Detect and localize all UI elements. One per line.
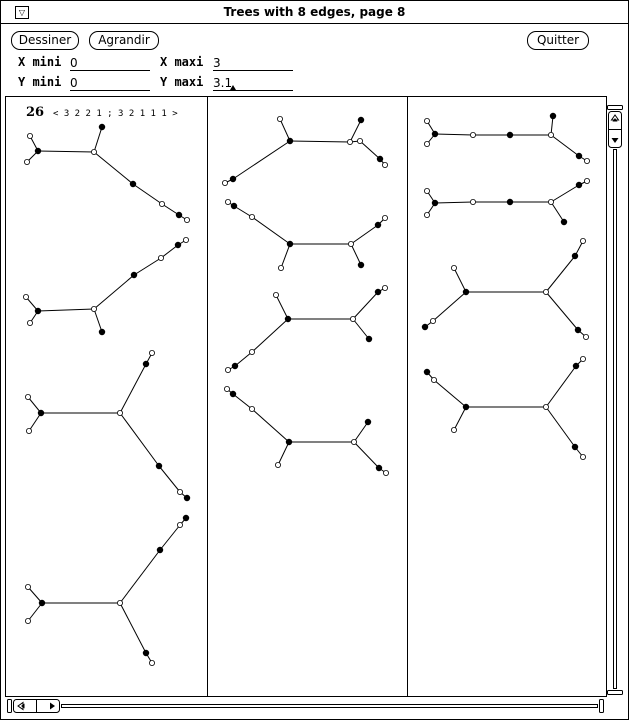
hollow-vertex xyxy=(580,356,585,361)
filled-vertex xyxy=(39,600,45,606)
hollow-vertex xyxy=(25,394,30,399)
xmax-label: X maxi xyxy=(160,55,204,69)
filled-vertex xyxy=(99,124,105,130)
filled-vertex xyxy=(424,369,430,375)
hollow-vertex xyxy=(424,212,429,217)
filled-vertex xyxy=(572,253,578,259)
filled-vertex xyxy=(183,515,189,521)
hollow-vertex xyxy=(548,132,553,137)
hollow-vertex xyxy=(350,316,355,321)
filled-vertex xyxy=(131,272,137,278)
filled-vertex xyxy=(232,363,238,369)
hollow-vertex xyxy=(117,410,122,415)
horizontal-scrollbar[interactable] xyxy=(7,698,605,714)
filled-vertex xyxy=(130,181,136,187)
filled-vertex xyxy=(573,363,579,369)
hollow-vertex xyxy=(543,289,548,294)
hollow-vertex xyxy=(424,188,429,193)
filled-vertex xyxy=(184,495,190,501)
hollow-vertex xyxy=(225,367,230,372)
filled-vertex xyxy=(463,404,469,410)
hollow-vertex xyxy=(351,439,356,444)
hollow-vertex xyxy=(382,162,387,167)
filled-vertex xyxy=(35,308,41,314)
hollow-vertex xyxy=(149,350,154,355)
filled-vertex xyxy=(375,222,381,228)
hollow-vertex xyxy=(470,132,475,137)
filled-vertex xyxy=(377,156,383,162)
filled-vertex xyxy=(38,410,44,416)
hollow-vertex xyxy=(23,294,28,299)
filled-vertex xyxy=(432,200,438,206)
vertical-scrollbar[interactable] xyxy=(607,105,623,695)
hollow-vertex xyxy=(580,238,585,243)
filled-vertex xyxy=(575,327,581,333)
filled-vertex xyxy=(422,324,428,330)
draw-button[interactable]: Dessiner xyxy=(11,31,79,50)
hollow-vertex xyxy=(580,454,585,459)
xmin-field[interactable]: 0 xyxy=(70,56,150,71)
filled-vertex xyxy=(230,176,236,182)
hollow-vertex xyxy=(277,116,282,121)
hollow-vertex xyxy=(451,427,456,432)
ymax-label: Y maxi xyxy=(160,75,204,89)
zoom-button[interactable]: Agrandir xyxy=(89,31,159,50)
hollow-vertex xyxy=(470,199,475,204)
hollow-vertex xyxy=(424,118,429,123)
hollow-vertex xyxy=(249,214,254,219)
filled-vertex xyxy=(156,463,162,469)
filled-vertex xyxy=(285,316,291,322)
filled-vertex xyxy=(358,262,364,268)
filled-vertex xyxy=(365,419,371,425)
filled-vertex xyxy=(143,361,149,367)
hollow-vertex xyxy=(275,462,280,467)
filled-vertex xyxy=(176,212,182,218)
hollow-vertex xyxy=(382,215,387,220)
hollow-vertex xyxy=(451,265,456,270)
hollow-vertex xyxy=(348,241,353,246)
hollow-vertex xyxy=(91,306,96,311)
filled-vertex xyxy=(576,182,582,188)
hollow-vertex xyxy=(347,139,352,144)
hollow-vertex xyxy=(149,660,154,665)
filled-vertex xyxy=(366,336,372,342)
xmin-label: X mini xyxy=(18,55,62,69)
filled-vertex xyxy=(287,138,293,144)
filled-vertex xyxy=(572,444,578,450)
hollow-vertex xyxy=(583,334,588,339)
hollow-vertex xyxy=(158,255,163,260)
hollow-vertex xyxy=(177,522,182,527)
hollow-vertex xyxy=(159,201,164,206)
hollow-vertex xyxy=(278,265,283,270)
filled-vertex xyxy=(576,153,582,159)
hollow-vertex xyxy=(273,292,278,297)
hollow-vertex xyxy=(184,217,189,222)
filled-vertex xyxy=(286,439,292,445)
filled-vertex xyxy=(143,650,149,656)
tree-number: 26 xyxy=(26,105,45,120)
filled-vertex xyxy=(550,113,556,119)
filled-vertex xyxy=(287,241,293,247)
xmax-field[interactable]: 3 xyxy=(213,56,293,71)
filled-vertex xyxy=(175,242,181,248)
filled-vertex xyxy=(99,329,105,335)
hollow-vertex xyxy=(225,199,230,204)
hollow-vertex xyxy=(24,159,29,164)
hollow-vertex xyxy=(27,320,32,325)
filled-vertex xyxy=(35,148,41,154)
hollow-vertex xyxy=(25,618,30,623)
filled-vertex xyxy=(376,465,382,471)
hollow-vertex xyxy=(224,386,229,391)
filled-vertex xyxy=(561,219,567,225)
filled-vertex xyxy=(432,131,438,137)
hollow-vertex xyxy=(357,138,362,143)
filled-vertex xyxy=(230,391,236,397)
hollow-vertex xyxy=(584,178,589,183)
hollow-vertex xyxy=(183,237,188,242)
hollow-vertex xyxy=(177,489,182,494)
filled-vertex xyxy=(157,547,163,553)
text-caret xyxy=(230,85,236,90)
hollow-vertex xyxy=(430,318,435,323)
filled-vertex xyxy=(507,132,513,138)
ymin-label: Y mini xyxy=(18,75,62,89)
hollow-vertex xyxy=(543,404,548,409)
hollow-vertex xyxy=(548,199,553,204)
quit-button[interactable]: Quitter xyxy=(527,31,589,50)
hollow-vertex xyxy=(222,180,227,185)
filled-vertex xyxy=(507,199,513,205)
drawing-canvas[interactable] xyxy=(5,96,607,697)
triangle-down-icon: ▽ xyxy=(18,7,26,17)
filled-vertex xyxy=(463,289,469,295)
ymax-field[interactable]: 3.1 xyxy=(213,76,293,91)
hollow-vertex xyxy=(431,377,436,382)
hollow-vertex xyxy=(382,285,387,290)
title-bar xyxy=(1,1,628,24)
hollow-vertex xyxy=(249,406,254,411)
hollow-vertex xyxy=(26,428,31,433)
hollow-vertex xyxy=(117,600,122,605)
hollow-vertex xyxy=(27,133,32,138)
filled-vertex xyxy=(231,203,237,209)
hollow-vertex xyxy=(91,149,96,154)
window-title: Trees with 8 edges, page 8 xyxy=(223,5,406,19)
hollow-vertex xyxy=(25,584,30,589)
ymin-field[interactable]: 0 xyxy=(70,76,150,91)
hollow-vertex xyxy=(424,141,429,146)
hollow-vertex xyxy=(249,349,254,354)
hollow-vertex xyxy=(383,470,388,475)
filled-vertex xyxy=(375,289,381,295)
hollow-vertex xyxy=(584,158,589,163)
filled-vertex xyxy=(358,117,364,123)
tree-code: < 3 2 2 1 ; 3 2 1 1 1 > xyxy=(53,109,178,119)
